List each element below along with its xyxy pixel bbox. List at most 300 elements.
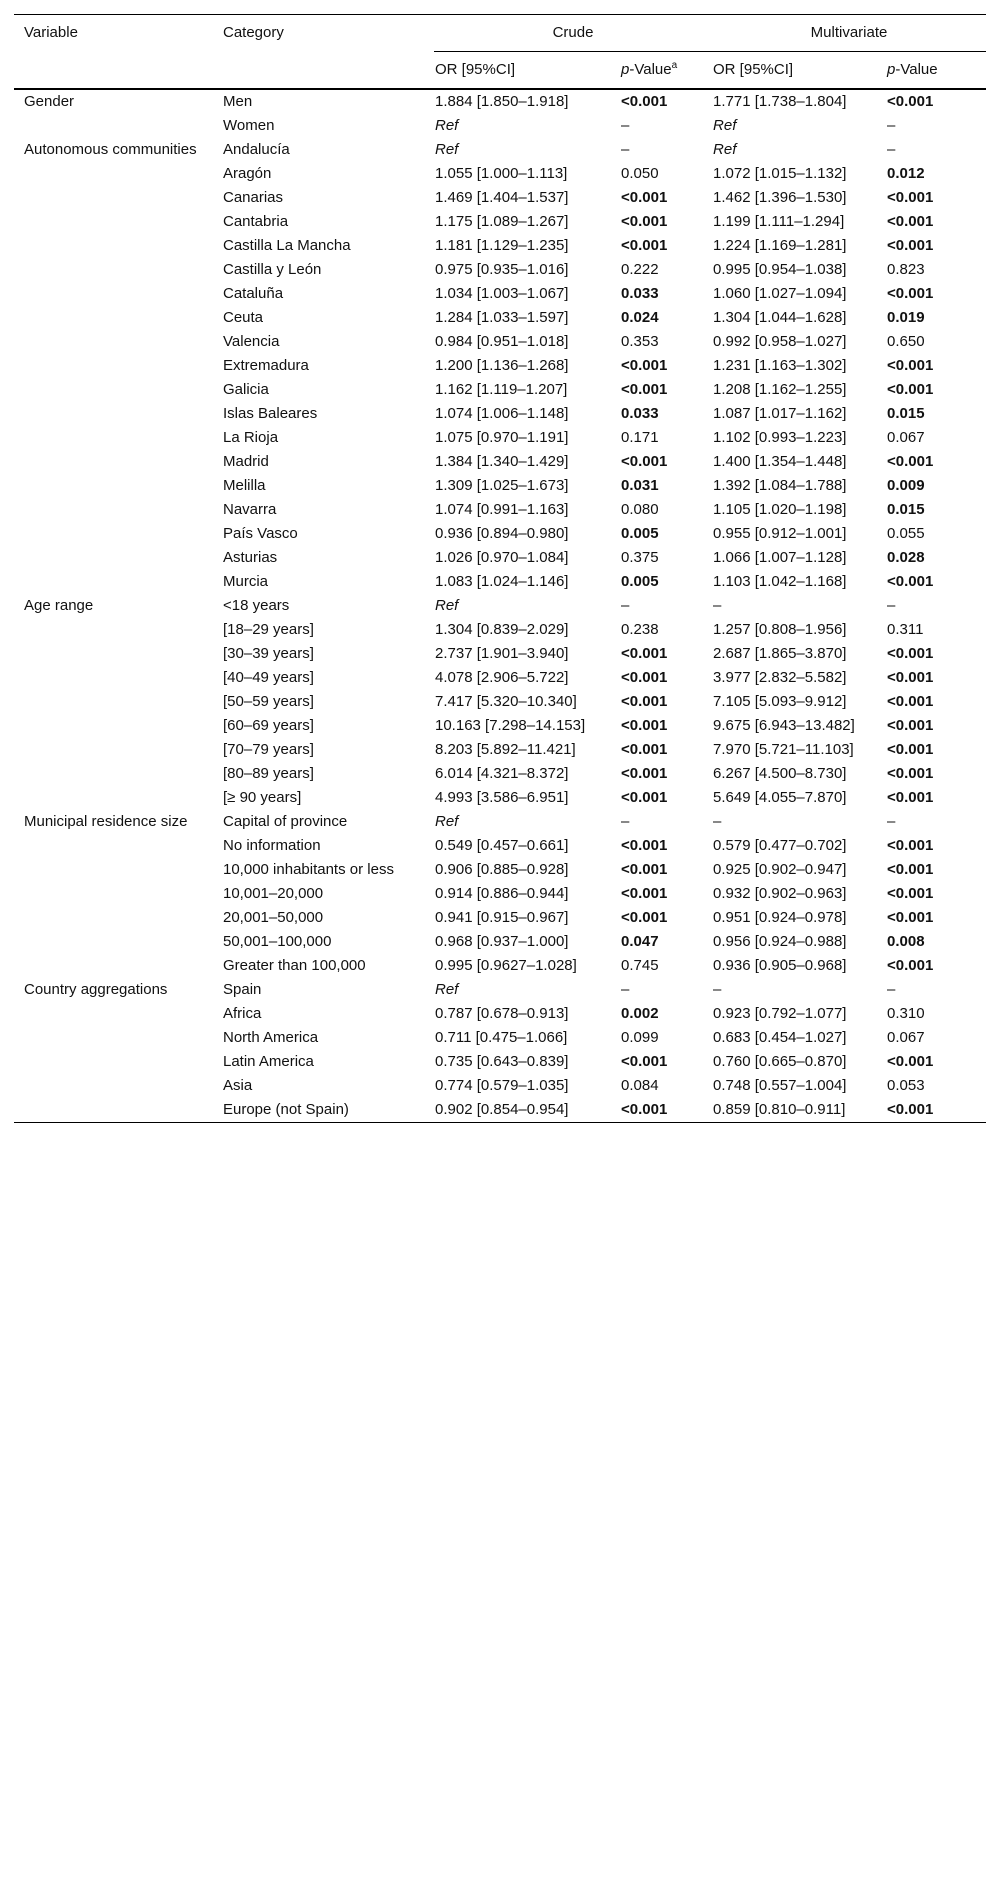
table-row [14,474,986,498]
cell-multi-or: 1.072 [1.015–1.132] [713,165,847,182]
table-row [14,858,986,882]
cell-multi-or: 1.087 [1.017–1.162] [713,405,847,422]
cell-variable [14,498,222,522]
header-crude: Crude [434,15,712,52]
cell-multi-or: 0.992 [0.958–1.027] [713,333,847,350]
cell-variable [14,354,222,378]
cell-multi-p: 0.067 [887,429,925,446]
header-crude-or: OR [95%CI] [434,52,620,90]
table-row [14,258,986,282]
header-row-2 [14,52,986,90]
cell-category: Castilla La Mancha [223,237,351,254]
cell-crude-or: 1.055 [1.000–1.113] [435,165,568,182]
cell-crude-p: <0.001 [621,1101,668,1118]
cell-crude-p: <0.001 [621,237,668,254]
cell-multi-p: <0.001 [887,285,934,302]
cell-multi-p: <0.001 [887,573,934,590]
pvalue-italic-p: p [887,61,896,78]
cell-category: [40–49 years] [223,669,314,686]
cell-crude-or: 7.417 [5.320–10.340] [435,693,577,710]
cell-crude-p: <0.001 [621,1053,668,1070]
cell-multi-p: – [887,117,896,134]
table-row [14,210,986,234]
cell-crude-p: 0.099 [621,1029,659,1046]
cell-variable [14,1074,222,1098]
cell-variable: Municipal residence size [24,813,188,830]
cell-category: [30–39 years] [223,645,314,662]
cell-crude-p: <0.001 [621,765,668,782]
cell-category: Africa [223,1005,262,1022]
cell-category: [70–79 years] [223,741,314,758]
cell-variable [14,690,222,714]
cell-multi-or: 0.683 [0.454–1.027] [713,1029,847,1046]
cell-multi-p: <0.001 [887,885,934,902]
cell-crude-or: 1.884 [1.850–1.918] [435,93,569,110]
cell-crude-or: 0.941 [0.915–0.967] [435,909,569,926]
cell-multi-or: – [713,981,722,998]
cell-variable [14,618,222,642]
cell-multi-p: <0.001 [887,669,934,686]
cell-multi-p: <0.001 [887,909,934,926]
cell-variable [14,378,222,402]
table-row [14,1098,986,1123]
table-row [14,786,986,810]
cell-variable [14,450,222,474]
cell-crude-or: 1.034 [1.003–1.067] [435,285,569,302]
cell-crude-or: 1.074 [0.991–1.163] [435,501,569,518]
pvalue-italic-p: p [621,61,630,78]
cell-crude-p: 0.222 [621,261,659,278]
cell-crude-p: – [621,117,630,134]
cell-crude-or: Ref [435,813,459,830]
cell-multi-p: <0.001 [887,837,934,854]
table-row [14,666,986,690]
cell-category: Canarias [223,189,284,206]
cell-multi-or: 7.105 [5.093–9.912] [713,693,847,710]
table-row [14,642,986,666]
cell-category: Murcia [223,573,269,590]
cell-multi-p: <0.001 [887,237,934,254]
table-row [14,330,986,354]
cell-crude-p: <0.001 [621,909,668,926]
cell-category: Spain [223,981,262,998]
cell-multi-p: 0.012 [887,165,925,182]
cell-crude-or: 0.968 [0.937–1.000] [435,933,569,950]
cell-multi-p: <0.001 [887,741,934,758]
cell-crude-p: – [621,597,630,614]
cell-multi-or: 1.257 [0.808–1.956] [713,621,847,638]
cell-crude-p: <0.001 [621,717,668,734]
cell-category: Aragón [223,165,272,182]
cell-crude-p: 0.353 [621,333,659,350]
cell-category: Latin America [223,1053,314,1070]
cell-crude-or: 0.984 [0.951–1.018] [435,333,569,350]
cell-crude-p: 0.238 [621,621,659,638]
cell-variable [14,546,222,570]
cell-multi-or: 1.060 [1.027–1.094] [713,285,847,302]
cell-multi-or: 1.224 [1.169–1.281] [713,237,847,254]
cell-multi-or: 1.102 [0.993–1.223] [713,429,847,446]
cell-crude-or: 1.469 [1.404–1.537] [435,189,569,206]
cell-crude-p: 0.080 [621,501,659,518]
table-row [14,690,986,714]
cell-crude-or: 4.078 [2.906–5.722] [435,669,569,686]
table-row [14,930,986,954]
cell-variable [14,330,222,354]
cell-variable [14,762,222,786]
table-row [14,1026,986,1050]
cell-crude-or: 10.163 [7.298–14.153] [435,717,586,734]
cell-category: 10,000 inhabitants or less [223,861,394,878]
cell-multi-or: 0.923 [0.792–1.077] [713,1005,847,1022]
odds-ratio-table [14,14,986,1123]
header-empty-1 [14,52,222,90]
cell-crude-p: 0.375 [621,549,659,566]
cell-variable [14,210,222,234]
table-header [14,15,986,90]
cell-crude-or: 0.787 [0.678–0.913] [435,1005,569,1022]
cell-multi-p: <0.001 [887,381,934,398]
cell-crude-or: Ref [435,597,459,614]
cell-variable [14,786,222,810]
cell-crude-or: 1.284 [1.033–1.597] [435,309,569,326]
cell-crude-or: 1.075 [0.970–1.191] [435,429,569,446]
cell-multi-p: <0.001 [887,957,934,974]
cell-multi-or: 0.995 [0.954–1.038] [713,261,847,278]
table-row [14,402,986,426]
header-multivariate: Multivariate [712,15,986,52]
cell-multi-p: <0.001 [887,93,934,110]
cell-variable [14,666,222,690]
table-row [14,306,986,330]
cell-multi-p: <0.001 [887,357,934,374]
cell-crude-or: 1.162 [1.119–1.207] [435,381,568,398]
cell-crude-p: <0.001 [621,357,668,374]
cell-category: <18 years [223,597,290,614]
cell-variable [14,282,222,306]
table-row [14,450,986,474]
table-row [14,186,986,210]
cell-crude-or: 2.737 [1.901–3.940] [435,645,569,662]
cell-multi-or: 0.956 [0.924–0.988] [713,933,847,950]
table-row [14,162,986,186]
cell-category: Galicia [223,381,269,398]
cell-category: No information [223,837,321,854]
table-row [14,1050,986,1074]
cell-variable: Age range [24,597,94,614]
cell-multi-p: <0.001 [887,645,934,662]
cell-multi-p: 0.009 [887,477,925,494]
cell-crude-p: – [621,813,630,830]
cell-multi-p: <0.001 [887,453,934,470]
cell-crude-p: 0.031 [621,477,659,494]
cell-crude-p: <0.001 [621,789,668,806]
cell-multi-or: 1.392 [1.084–1.788] [713,477,847,494]
cell-crude-or: 1.384 [1.340–1.429] [435,453,569,470]
cell-crude-p: <0.001 [621,189,668,206]
cell-multi-p: <0.001 [887,189,934,206]
cell-variable [14,714,222,738]
cell-variable [14,426,222,450]
cell-variable [14,1026,222,1050]
cell-category: [80–89 years] [223,765,314,782]
cell-category: Navarra [223,501,277,518]
cell-category: 50,001–100,000 [223,933,332,950]
cell-multi-p: 0.015 [887,405,925,422]
header-variable: Variable [24,24,78,41]
cell-multi-or: 0.760 [0.665–0.870] [713,1053,847,1070]
cell-crude-p: <0.001 [621,93,668,110]
cell-multi-p: – [887,813,896,830]
table-row [14,978,986,1002]
cell-variable [14,522,222,546]
cell-crude-or: 1.083 [1.024–1.146] [435,573,569,590]
cell-crude-or: 0.906 [0.885–0.928] [435,861,569,878]
cell-crude-p: <0.001 [621,645,668,662]
cell-crude-p: <0.001 [621,669,668,686]
cell-crude-p: 0.050 [621,165,659,182]
cell-crude-or: 6.014 [4.321–8.372] [435,765,569,782]
cell-variable [14,162,222,186]
cell-variable [14,1002,222,1026]
cell-crude-or: 1.181 [1.129–1.235] [435,237,569,254]
table-row [14,1074,986,1098]
pvalue-text: -Value [895,61,938,78]
cell-crude-p: <0.001 [621,741,668,758]
cell-crude-or: 0.995 [0.9627–1.028] [435,957,577,974]
cell-multi-or: 1.105 [1.020–1.198] [713,501,847,518]
table-row [14,738,986,762]
cell-crude-or: 1.175 [1.089–1.267] [435,213,569,230]
cell-multi-or: 1.304 [1.044–1.628] [713,309,847,326]
cell-multi-or: 3.977 [2.832–5.582] [713,669,847,686]
cell-category: Castilla y León [223,261,322,278]
cell-category: 10,001–20,000 [223,885,324,902]
cell-variable [14,858,222,882]
cell-crude-or: 1.200 [1.136–1.268] [435,357,569,374]
table-row [14,138,986,162]
table-container [14,14,986,1123]
cell-crude-p: <0.001 [621,861,668,878]
cell-multi-or: – [713,597,722,614]
table-row [14,882,986,906]
cell-crude-p: 0.002 [621,1005,659,1022]
cell-multi-or: – [713,813,722,830]
cell-variable [14,1050,222,1074]
cell-multi-p: <0.001 [887,789,934,806]
cell-variable [14,186,222,210]
table-row [14,954,986,978]
cell-crude-or: 0.902 [0.854–0.954] [435,1101,569,1118]
cell-crude-p: <0.001 [621,453,668,470]
cell-category: Islas Baleares [223,405,318,422]
cell-crude-p: 0.033 [621,285,659,302]
cell-variable [14,258,222,282]
cell-category: Extremadura [223,357,309,374]
table-row [14,810,986,834]
cell-crude-p: <0.001 [621,837,668,854]
cell-category: Andalucía [223,141,290,158]
cell-multi-or: 9.675 [6.943–13.482] [713,717,855,734]
cell-category: Asturias [223,549,278,566]
cell-multi-or: 1.400 [1.354–1.448] [713,453,847,470]
cell-multi-or: 0.925 [0.902–0.947] [713,861,847,878]
cell-multi-p: 0.015 [887,501,925,518]
table-row [14,426,986,450]
cell-multi-or: 5.649 [4.055–7.870] [713,789,847,806]
cell-multi-p: 0.823 [887,261,925,278]
cell-crude-or: 0.549 [0.457–0.661] [435,837,569,854]
cell-multi-or: 7.970 [5.721–11.103] [713,741,854,758]
cell-variable [14,642,222,666]
header-crude-pvalue [620,52,712,90]
cell-category: País Vasco [223,525,298,542]
table-row [14,570,986,594]
cell-multi-or: 1.066 [1.007–1.128] [713,549,847,566]
cell-crude-p: <0.001 [621,213,668,230]
cell-crude-or: 0.774 [0.579–1.035] [435,1077,569,1094]
cell-crude-p: <0.001 [621,381,668,398]
pvalue-text: -Value [629,61,672,78]
cell-category: [18–29 years] [223,621,314,638]
cell-multi-p: – [887,597,896,614]
cell-variable [14,306,222,330]
cell-category: [60–69 years] [223,717,314,734]
table-row [14,594,986,618]
header-multi-pvalue [886,52,986,90]
header-empty-2 [222,52,434,90]
header-row-1 [14,15,986,52]
table-row [14,354,986,378]
cell-multi-or: 1.199 [1.111–1.294] [713,213,845,230]
cell-crude-or: 0.914 [0.886–0.944] [435,885,569,902]
cell-variable [14,882,222,906]
cell-multi-p: <0.001 [887,765,934,782]
cell-category: North America [223,1029,319,1046]
cell-crude-p: <0.001 [621,693,668,710]
table-row [14,522,986,546]
cell-multi-or: 0.936 [0.905–0.968] [713,957,847,974]
cell-crude-or: 8.203 [5.892–11.421] [435,741,576,758]
cell-category: La Rioja [223,429,279,446]
cell-crude-p: 0.005 [621,573,659,590]
cell-variable: Country aggregations [24,981,168,998]
cell-variable [14,234,222,258]
cell-crude-or: 0.735 [0.643–0.839] [435,1053,569,1070]
cell-variable [14,570,222,594]
cell-category: Europe (not Spain) [223,1101,349,1118]
cell-crude-or: Ref [435,141,459,158]
cell-crude-or: 0.936 [0.894–0.980] [435,525,569,542]
table-body [14,89,986,1123]
header-category: Category [223,24,284,41]
cell-variable [14,906,222,930]
cell-crude-p: 0.745 [621,957,659,974]
cell-multi-p: <0.001 [887,1101,934,1118]
cell-variable [14,474,222,498]
cell-multi-or: 0.748 [0.557–1.004] [713,1077,847,1094]
cell-multi-p: 0.310 [887,1005,925,1022]
table-row [14,906,986,930]
cell-multi-or: 0.859 [0.810–0.911] [713,1101,846,1118]
cell-crude-or: 0.711 [0.475–1.066] [435,1029,568,1046]
cell-category: Cantabria [223,213,289,230]
cell-crude-or: 1.309 [1.025–1.673] [435,477,569,494]
cell-multi-p: <0.001 [887,861,934,878]
cell-category: Capital of province [223,813,348,830]
cell-category: Women [223,117,275,134]
table-row [14,762,986,786]
cell-variable [14,402,222,426]
table-row [14,89,986,114]
cell-crude-p: – [621,981,630,998]
cell-multi-p: 0.055 [887,525,925,542]
cell-multi-p: – [887,981,896,998]
cell-multi-or: Ref [713,117,737,134]
cell-category: Ceuta [223,309,264,326]
cell-multi-or: 0.951 [0.924–0.978] [713,909,847,926]
cell-variable: Gender [24,93,75,110]
cell-crude-p: 0.024 [621,309,659,326]
cell-crude-or: 1.304 [0.839–2.029] [435,621,569,638]
cell-crude-p: – [621,141,630,158]
cell-multi-or: 6.267 [4.500–8.730] [713,765,847,782]
cell-crude-or: Ref [435,117,459,134]
cell-variable [14,930,222,954]
cell-multi-p: <0.001 [887,213,934,230]
cell-multi-or: 1.462 [1.396–1.530] [713,189,847,206]
table-row [14,234,986,258]
table-row [14,282,986,306]
cell-category: Cataluña [223,285,284,302]
table-row [14,1002,986,1026]
table-row [14,498,986,522]
table-row [14,114,986,138]
cell-multi-or: 0.932 [0.902–0.963] [713,885,847,902]
pvalue-footnote: a [671,60,678,71]
cell-variable: Autonomous communities [24,141,197,158]
cell-multi-or: 0.579 [0.477–0.702] [713,837,847,854]
cell-multi-or: 1.208 [1.162–1.255] [713,381,847,398]
cell-crude-or: 4.993 [3.586–6.951] [435,789,569,806]
cell-variable [14,1098,222,1123]
cell-multi-p: 0.053 [887,1077,925,1094]
cell-multi-or: 1.103 [1.042–1.168] [713,573,847,590]
cell-variable [14,954,222,978]
cell-multi-p: 0.019 [887,309,925,326]
cell-multi-p: 0.008 [887,933,925,950]
cell-crude-or: 1.026 [0.970–1.084] [435,549,569,566]
cell-multi-p: – [887,141,896,158]
table-row [14,378,986,402]
cell-crude-p: 0.171 [621,429,659,446]
cell-category: 20,001–50,000 [223,909,324,926]
cell-category: Asia [223,1077,253,1094]
cell-category: Men [223,93,253,110]
cell-category: [≥ 90 years] [223,789,302,806]
cell-crude-p: <0.001 [621,885,668,902]
cell-multi-p: <0.001 [887,717,934,734]
cell-multi-p: 0.311 [887,621,924,638]
cell-crude-p: 0.047 [621,933,659,950]
cell-variable [14,114,222,138]
header-multi-or: OR [95%CI] [712,52,886,90]
cell-variable [14,834,222,858]
cell-crude-p: 0.033 [621,405,659,422]
cell-multi-p: 0.650 [887,333,925,350]
cell-multi-p: <0.001 [887,693,934,710]
cell-crude-or: 0.975 [0.935–1.016] [435,261,569,278]
